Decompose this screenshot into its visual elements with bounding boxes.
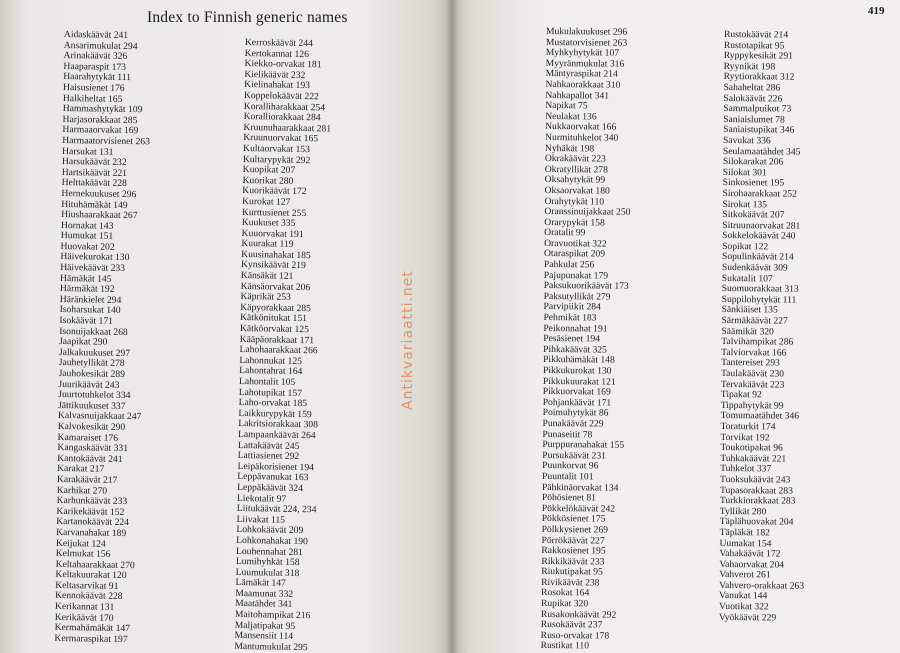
index-entry: Napikat 75	[545, 100, 588, 112]
index-entry: Halkiheltat 165	[62, 92, 123, 105]
index-entry: Nyhäkät 198	[544, 142, 595, 154]
index-entry: Häivekäävät 233	[60, 262, 126, 275]
index-entry: Tuhkelot 337	[720, 463, 772, 475]
index-entry: Tipakat 92	[720, 389, 762, 401]
index-entry: Rivikäävät 238	[541, 576, 600, 589]
index-entry: Hornakat 143	[60, 219, 114, 232]
index-entry: Jauhetyllikät 278	[58, 357, 125, 370]
index-entry: Mukulakuukuset 296	[545, 26, 628, 38]
index-entry: Lahotupikat 157	[238, 386, 303, 399]
index-entry: Aidaskäävät 241	[63, 29, 129, 42]
index-entry: Kermaraspikat 197	[54, 632, 128, 645]
index-entry: Kuuorvakat 191	[241, 227, 304, 240]
index-entry: Pahkulat 256	[543, 259, 595, 271]
index-entry: Pörrökäävät 227	[541, 534, 605, 547]
index-entry: Koralliorakkaat 284	[243, 111, 321, 124]
index-entry: Sopikat 122	[722, 240, 769, 253]
index-entry: Rupikat 320	[540, 598, 589, 610]
index-entry: Huovakat 202	[60, 240, 115, 253]
book-gutter	[446, 0, 458, 653]
index-entry: Koppelokäävät 222	[243, 89, 319, 103]
index-entry: Sinkosienet 195	[722, 177, 785, 189]
index-entry: Härmäkät 192	[59, 283, 115, 296]
index-entry: Keltahaarakkaat 270	[55, 558, 135, 571]
index-entry: Harjasorakkaat 285	[62, 113, 138, 126]
index-entry: Pesäsienet 194	[543, 333, 601, 345]
index-entry: Rakkosienet 195	[541, 545, 606, 557]
index-entry: Karhunkäävät 233	[56, 495, 128, 508]
index-entry: Kruunuorvakat 165	[243, 132, 319, 145]
index-entry: Punaseitit 78	[542, 428, 593, 440]
index-entry: Suppilohytykät 111	[721, 293, 797, 306]
index-entry: Vanukat 144	[719, 590, 768, 602]
index-entry: Nahkaorakkaat 310	[545, 78, 621, 91]
index-entry: Liekotalit 97	[236, 492, 287, 505]
index-entry: Hammashytykät 109	[62, 103, 143, 116]
index-entry: Silokarakat 206	[722, 156, 784, 168]
index-entry: Leipäkorisienet 194	[237, 460, 315, 474]
index-entry: Leppäkäävät 324	[237, 481, 304, 495]
index-entry: Sukatalit 107	[721, 272, 773, 285]
index-entry: Oravuotikat 322	[544, 237, 607, 250]
index-entry: Lakritsiorakkaat 308	[238, 418, 319, 431]
index-entry: Tervakäävät 223	[720, 378, 785, 391]
index-entry: Lattakäävät 245	[237, 439, 300, 452]
index-entry: Peikonnahat 191	[543, 322, 608, 335]
index-entry: Kultaorvakat 153	[242, 142, 311, 156]
right-page	[452, 0, 900, 653]
index-entry: Tuoksukäävät 243	[720, 473, 791, 486]
index-entry: Hituhämäkät 149	[61, 198, 128, 211]
index-entry: Hämäkät 145	[60, 272, 112, 285]
index-entry: Kartanokäävät 224	[56, 516, 130, 529]
index-entry: Karakäävät 217	[56, 473, 118, 486]
index-entry: Paksutyllikät 279	[543, 290, 611, 303]
index-entry: Humukat 151	[60, 230, 114, 243]
index-entry: Rosokat 164	[541, 587, 590, 599]
index-entry: Liitukäävät 224, 234	[236, 503, 317, 516]
index-entry: Turkkiorakkaat 283	[719, 495, 796, 507]
index-entry: Rusakonkäävät 292	[540, 608, 617, 621]
index-entry: Pikkukuurakat 121	[542, 375, 616, 388]
index-entry: Mansensiit 114	[234, 630, 294, 643]
index-entry: Vahverot 261	[719, 569, 771, 581]
index-entry: Ryppykesikät 291	[723, 50, 793, 62]
index-entry: Toraturkit 174	[720, 420, 776, 433]
index-entry: Kuorikäävät 172	[242, 185, 307, 198]
index-entry: Leppävanukat 163	[237, 471, 309, 484]
index-entry: Oratalit 99	[544, 227, 586, 239]
index-entry: Pikkuorvakat 169	[542, 386, 611, 398]
index-entry: Purppuranahakat 155	[542, 439, 625, 451]
index-entry: Taulakäävät 230	[720, 367, 785, 380]
index-entry: Häivekurokat 130	[60, 251, 130, 264]
index-entry: Kerikannat 131	[54, 600, 115, 613]
index-entry: Lämäkät 147	[235, 577, 286, 590]
index-entry: Känsäkät 121	[240, 270, 294, 282]
index-entry: Keijukat 124	[55, 537, 106, 550]
index-entry: Mantumukulat 295	[234, 640, 308, 653]
index-entry: Neulakat 136	[545, 110, 597, 123]
index-entry: Haarahytykät 111	[63, 71, 132, 84]
index-entry: Ryytiorakkaat 312	[723, 71, 795, 83]
index-entry: Känsäorvakat 206	[240, 280, 311, 293]
index-entry: Pohjankäävät 171	[542, 396, 612, 409]
index-entry: Torvikat 192	[720, 431, 770, 443]
index-entry: Kennokäävät 228	[55, 590, 123, 603]
index-entry: Puunkorvat 96	[542, 460, 599, 472]
index-entry: Häränkielet 294	[59, 293, 122, 306]
index-entry: Punakäävät 229	[542, 417, 604, 430]
index-entry: Harsukat 131	[62, 145, 114, 158]
index-entry: Talvihampikat 286	[721, 336, 794, 348]
index-entry: Kätkönitukat 151	[240, 312, 308, 325]
index-entry: Arinakäävät 326	[63, 50, 128, 63]
index-entry: Vahvero-orakkaat 263	[719, 579, 805, 592]
index-entry: Jauhokesikät 289	[58, 367, 126, 380]
index-entry: Kiekko-orvakat 181	[244, 58, 322, 71]
index-entry: Orarypykät 158	[544, 216, 605, 229]
index-entry: Okratyllikät 278	[544, 163, 608, 176]
index-entry: Vuotikat 322	[718, 601, 769, 613]
index-entry: Täpläkät 182	[719, 526, 771, 539]
index-entry: Keltasarvikat 91	[55, 579, 119, 592]
index-entry: Kertokannat 126	[244, 47, 310, 60]
index-entry: Sirokat 135	[722, 198, 768, 210]
index-entry: Pökkösienet 175	[541, 513, 606, 525]
index-entry: Kelmukat 156	[55, 548, 111, 560]
index-heading: Index to Finnish generic names	[147, 9, 348, 26]
index-entry: Laho-orvakat 185	[238, 397, 308, 410]
index-entry: Mustatorvisienet 263	[545, 36, 628, 49]
index-entry: Kantokäävät 241	[57, 452, 123, 465]
index-entry: Paksukuorikäävät 173	[543, 280, 629, 292]
index-entry: Rustokäävät 214	[723, 29, 789, 41]
index-entry: Kääpäorakkaat 171	[239, 333, 315, 346]
index-entry: Salokäävät 226	[723, 92, 783, 105]
index-entry: Vahakäävät 172	[719, 548, 781, 560]
index-entry: Haaparaspit 173	[63, 60, 127, 73]
index-entry: Kurokat 127	[242, 195, 291, 208]
index-entry: Vyökäävät 229	[718, 611, 777, 624]
index-entry: Laikkurypykät 159	[238, 407, 312, 421]
index-entry: Rustotapikat 95	[723, 39, 785, 52]
index-entry: Nukkaorvakat 166	[545, 121, 617, 133]
index-entry: Kerroskäävät 244	[244, 37, 313, 50]
index-entry: Keltakuurakat 120	[55, 569, 127, 582]
index-entry: Harmaaorvakat 169	[62, 124, 139, 137]
index-entry: Kuukuset 335	[241, 217, 296, 229]
index-entry: Nurmituhkelot 340	[544, 131, 619, 144]
index-entry: Lahontalit 105	[238, 375, 296, 388]
index-entry: Kuurakat 119	[241, 238, 294, 251]
index-entry: Myhkyhytykät 107	[545, 47, 620, 59]
index-entry: Haisusienet 176	[63, 81, 125, 94]
index-entry: Rusokäävät 237	[540, 619, 603, 631]
index-entry: Tyllikät 280	[719, 505, 767, 518]
index-entry: Parvipiikit 284	[543, 301, 601, 313]
index-entry: Täplähuovakat 204	[719, 516, 794, 528]
index-entry: Kurttusienet 255	[241, 206, 307, 219]
index-entry: Hiushaarakkaat 267	[61, 209, 138, 222]
index-entry: Oksahytykät 99	[544, 174, 606, 186]
index-entry: Ansarimukulat 294	[63, 39, 138, 52]
index-column-3	[541, 27, 633, 653]
index-entry: Kynsikäävät 219	[240, 259, 306, 272]
index-entry: Pajupunakat 179	[543, 269, 609, 282]
index-entry: Jaapikat 290	[59, 336, 108, 348]
index-entry: Kamaraiset 176	[57, 431, 119, 444]
index-entry: Käprikät 253	[240, 291, 291, 304]
index-entry: Silokat 301	[722, 166, 767, 179]
index-entry: Kerikäävät 170	[54, 611, 114, 624]
index-entry: Oranssinuijakkaat 250	[544, 206, 631, 218]
index-entry: Lahontahrat 164	[239, 365, 303, 378]
index-entry: Sitruunaorvakat 281	[722, 219, 801, 232]
index-entry: Kruunuhaarakkaat 281	[243, 121, 332, 135]
index-entry: Särmäkäävät 227	[721, 315, 788, 327]
index-entry: Ryynikät 198	[723, 60, 776, 73]
index-entry: Kalvasnuijakkaat 247	[57, 410, 142, 423]
index-entry: Helttakäävät 228	[61, 177, 127, 190]
index-entry: Pikkuhämäkät 148	[543, 354, 615, 367]
index-entry: Karhikat 270	[56, 484, 108, 497]
index-entry: Riukutipakat 95	[541, 566, 603, 578]
index-entry: Kuusinahakat 185	[241, 248, 311, 262]
index-entry: Juurtotuhkelot 334	[58, 389, 131, 402]
index-entry: Hartsikäävät 221	[61, 166, 128, 179]
index-entry: Talviorvakat 166	[721, 346, 787, 359]
index-entry: Isonuijakkaat 268	[59, 325, 128, 338]
index-entry: Sammalpuikot 73	[723, 103, 792, 115]
index-entry: Ruso-orvakat 178	[540, 629, 610, 642]
index-column-2	[234, 38, 332, 653]
index-entry: Toukotipakat 96	[720, 442, 783, 454]
index-entry: Lohkokäävät 209	[236, 524, 304, 537]
index-entry: Uumakat 154	[719, 537, 772, 549]
page-number: 419	[868, 5, 885, 17]
index-entry: Sokkelokäävät 240	[722, 230, 796, 242]
index-entry: Puuntalit 101	[542, 470, 594, 483]
index-entry: Pökkelökäävät 242	[541, 502, 616, 515]
index-entry: Kermahämäkät 147	[54, 622, 131, 635]
index-entry: Savukat 336	[722, 134, 771, 147]
index-entry: Liivakat 115	[236, 513, 286, 526]
index-entry: Kalvokesikät 290	[57, 420, 126, 433]
index-entry: Pikkukurokat 130	[542, 364, 612, 377]
index-entry: Lohkonahakat 190	[236, 534, 308, 548]
index-entry: Maitohampikat 216	[234, 608, 311, 622]
index-entry: Poimuhytykät 86	[542, 407, 609, 419]
index-entry: Mäntyraspikat 214	[545, 68, 618, 81]
index-entry: Karikekäävät 152	[56, 505, 125, 518]
watermark-text: Antikvariaatti.net	[400, 270, 416, 410]
index-entry: Pursukäävät 231	[542, 449, 606, 462]
index-column-4	[719, 30, 809, 624]
index-entry: Rustikat 110	[540, 640, 590, 652]
index-entry: Kielinahakat 193	[244, 79, 311, 92]
index-entry: Sitkokäävät 207	[722, 209, 785, 221]
index-entry: Kuopikat 207	[242, 164, 296, 177]
index-entry: Maljatipakat 95	[234, 619, 296, 632]
index-entry: Rikkikäävät 233	[541, 555, 605, 568]
index-entry: Orahytykät 110	[544, 195, 605, 208]
index-entry: Lumihyhkät 158	[235, 556, 300, 569]
index-entry: Pehmikät 183	[543, 312, 597, 324]
index-entry: Harsukäävät 232	[61, 156, 127, 169]
index-entry: Oksaorvakat 180	[544, 184, 610, 197]
index-entry: Kangaskäävät 331	[57, 442, 129, 455]
index-entry: Okrakäävät 223	[544, 153, 606, 165]
index-entry: Saniaistupikat 346	[723, 124, 795, 136]
index-entry: Luumukulat 318	[235, 566, 300, 579]
index-entry: Myyränmukulat 316	[545, 57, 625, 70]
index-entry: Sahaheltat 286	[723, 81, 781, 94]
index-column-1	[54, 30, 151, 646]
index-entry: Sopulinkäävät 214	[721, 251, 794, 264]
index-entry: Sänkiäiset 135	[721, 304, 778, 316]
index-entry: Pöhösienet 81	[541, 492, 597, 504]
index-entry: Karvanahakat 189	[56, 526, 127, 539]
index-entry: Kielikäävät 232	[244, 68, 306, 81]
index-entry: Sudenkäävät 309	[721, 262, 788, 274]
index-entry: Maatähdet 341	[235, 598, 293, 611]
index-entry: Lattiasienet 292	[237, 450, 300, 463]
index-entry: Sirohaarakkaat 252	[722, 187, 797, 200]
index-entry: Isoharsukat 140	[59, 304, 121, 317]
index-entry: Tippahytykät 99	[720, 399, 784, 412]
index-entry: Saniaislumet 78	[723, 113, 785, 126]
index-entry: Jalkakuukuset 297	[58, 346, 131, 359]
index-entry: Tuhkakäävät 221	[720, 452, 787, 465]
index-entry: Kultarypykät 292	[242, 153, 311, 166]
index-entry: Pähkinäorvakat 134	[541, 481, 619, 494]
index-entry: Jättikuukuset 337	[58, 399, 126, 412]
index-entry: Lampaankäävät 264	[237, 428, 316, 442]
index-entry: Koralliharakkaat 254	[243, 100, 326, 113]
index-entry: Lahohaarakkaat 266	[239, 344, 318, 357]
index-entry: Karakat 217	[57, 463, 105, 476]
index-entry: Nahkapallot 341	[545, 89, 610, 102]
index-entry: Suomuorakkaat 313	[721, 283, 799, 295]
index-entry: Tupasorakkaat 283	[719, 484, 793, 497]
index-entry: Juurikäävät 243	[58, 378, 120, 391]
index-entry: Käpyorakkaat 285	[240, 301, 311, 315]
index-entry: Pölkkysienet 269	[541, 523, 609, 536]
index-entry: Tantereiset 293	[721, 357, 780, 369]
index-entry: Kuorikat 280	[242, 174, 294, 187]
index-entry: Isokäävät 171	[59, 314, 114, 327]
index-entry: Säämikät 320	[721, 325, 774, 338]
index-entry: Pihkakäävät 325	[543, 343, 607, 356]
index-entry: Louhennahat 281	[235, 545, 304, 558]
index-entry: Vahaorvakat 204	[719, 558, 785, 571]
index-entry: Hernekuukuset 296	[61, 187, 137, 201]
index-entry: Maamunat 332	[235, 587, 294, 600]
index-entry: Otaraspikat 209	[543, 248, 606, 260]
index-entry: Harmaatorvisienet 263	[62, 134, 150, 148]
index-entry: Kätköorvakat 125	[239, 322, 310, 336]
index-entry: Lahonnukat 125	[239, 354, 303, 367]
index-entry: Seulamaatähdet 345	[722, 145, 801, 158]
index-entry: Tomumaatähdet 346	[720, 410, 800, 423]
